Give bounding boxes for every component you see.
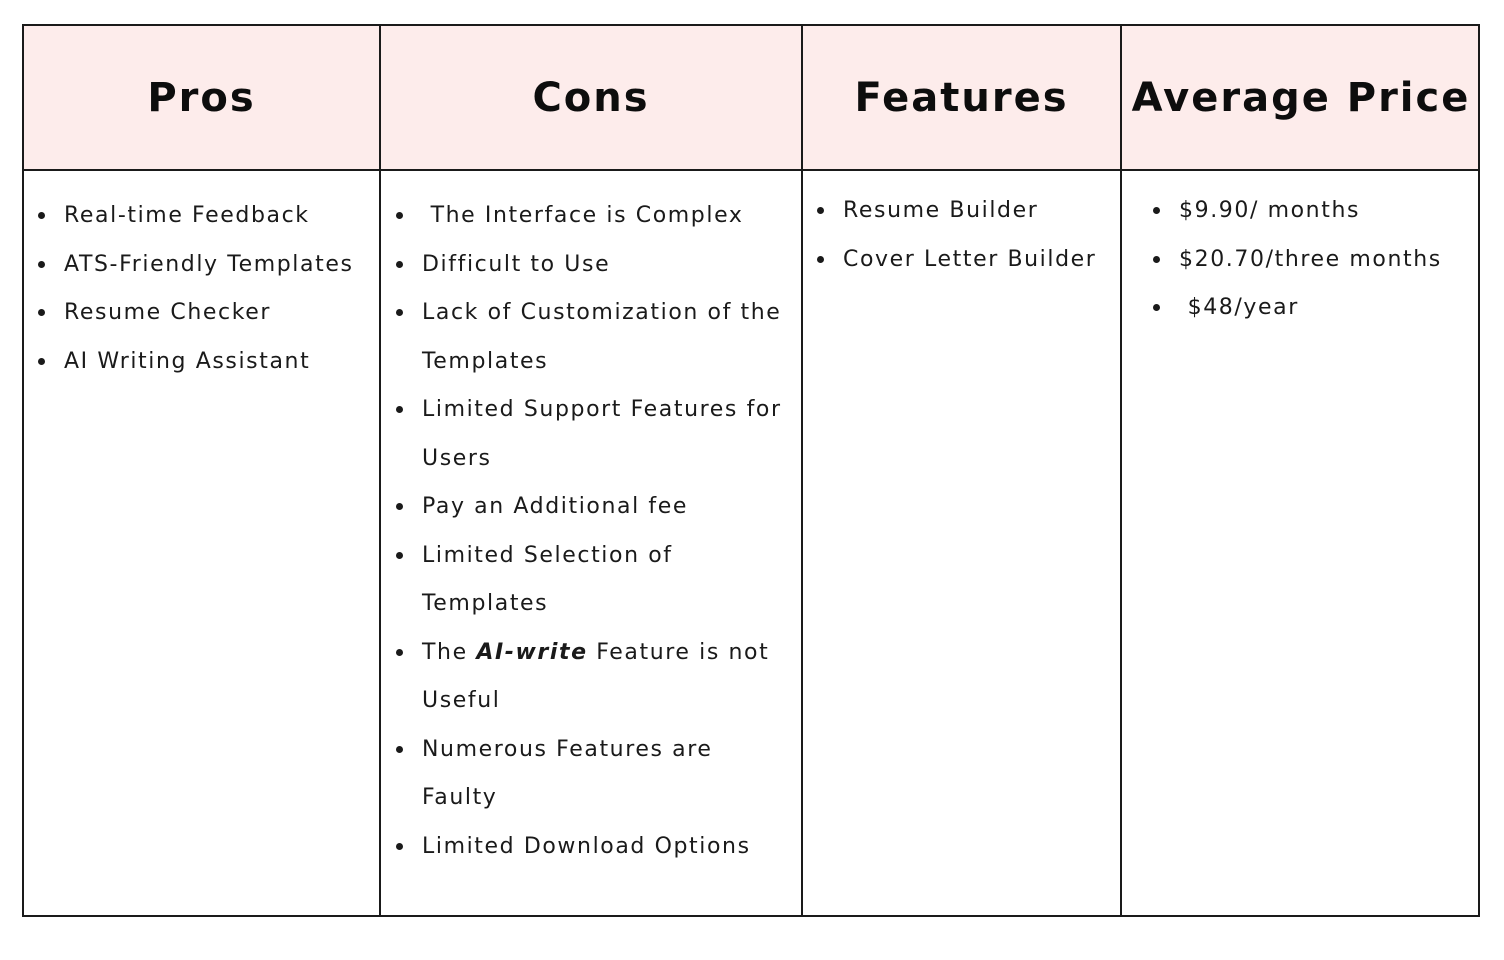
con-text: Limited Download Options (422, 833, 751, 859)
con-text: Lack of Customization of the (422, 300, 782, 325)
con-text: Pay an Additional fee (422, 494, 689, 519)
header-pros: Pros (147, 74, 256, 121)
list-item (396, 726, 782, 823)
header-features: Features (854, 74, 1069, 121)
con-text-continued: Faulty (422, 785, 498, 810)
con-text: Difficult to Use (422, 251, 611, 277)
con-text: The (422, 639, 477, 665)
list-item: AI Writing Assistant (38, 338, 354, 387)
list-item (396, 629, 782, 726)
cons-list (396, 192, 782, 871)
list-item: Real-time Feedback (38, 192, 354, 241)
ai-write-term: AI-write (476, 639, 588, 665)
list-item (396, 386, 782, 483)
con-text-continued: Useful (422, 688, 501, 713)
price-column (1153, 171, 1442, 915)
header-average-price: Average Price (1131, 74, 1471, 121)
con-text: Limited Support Features for (422, 397, 782, 422)
list-item: $9.90/ months (1153, 187, 1442, 236)
list-item: Resume Checker (38, 289, 354, 338)
comparison-table (22, 24, 1480, 917)
con-text-continued: Templates (422, 348, 549, 374)
features-list (817, 187, 1096, 284)
list-item (396, 483, 782, 532)
list-item (396, 192, 782, 241)
price-list (1153, 187, 1442, 333)
cons-column (396, 171, 782, 915)
con-text-continued: Users (422, 445, 492, 471)
list-item: $48/year (1153, 284, 1442, 333)
list-item (396, 532, 782, 629)
con-text-continued: Templates (422, 591, 549, 616)
con-text: Numerous Features are (422, 736, 713, 762)
list-item: ATS-Friendly Templates (38, 241, 354, 290)
list-item: Resume Builder (817, 187, 1096, 236)
list-item (396, 289, 782, 386)
list-item (396, 241, 782, 290)
header-cons: Cons (532, 74, 650, 121)
list-item: $20.70/three months (1153, 236, 1442, 285)
pros-column (38, 171, 354, 915)
con-text: Feature is not (587, 639, 770, 665)
con-text: The Interface is Complex (422, 203, 744, 228)
list-item: Cover Letter Builder (817, 236, 1096, 285)
features-column (817, 171, 1096, 915)
con-text: Limited Selection of (422, 542, 673, 568)
list-item (396, 823, 782, 872)
pros-list (38, 192, 354, 386)
